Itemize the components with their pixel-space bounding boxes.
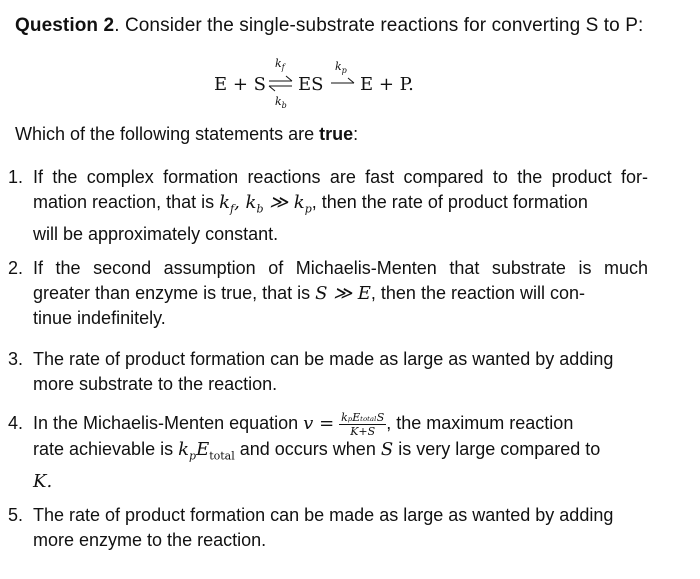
question-text: . Consider the single-substrate reactions for converting S to P: — [114, 15, 644, 36]
rate-constant-forward: $k_f$ — [275, 57, 285, 73]
statement-line: If the second assumption of Michaelis-Menten that substrate is much — [33, 258, 648, 278]
statement-number: 3. — [8, 349, 24, 369]
prompt-lead: Which of the following statements are — [15, 124, 320, 144]
statement-line: mation reaction, that is $k_f$, $k_b$ ≫ $k_p$, then the rate of product formation — [33, 192, 588, 216]
rate-constant-backward: $k_b$ — [275, 95, 287, 111]
michaelis-menten-fraction: $\frac{\text{kₚEₜₒₜₐₗS}}{K+S}$ — [341, 411, 385, 438]
reaction-products: E + P. — [360, 74, 414, 95]
statement-number: 4. — [8, 413, 24, 433]
reaction-scheme — [214, 54, 474, 116]
statement-line: greater than enzyme is true, that is S ≫ E, then the reaction will con- — [33, 283, 586, 304]
statement-line: The rate of product formation can be made as large as wanted by adding — [33, 349, 614, 369]
statement-line: more substrate to the reaction. — [33, 374, 278, 394]
statement-number: 5. — [8, 505, 24, 525]
rate-constant-product: $k_p$ — [335, 60, 347, 76]
statement-number: 2. — [8, 258, 24, 278]
statement-line: The rate of product formation can be made as large as wanted by adding — [33, 505, 614, 525]
statement-2 — [8, 256, 648, 331]
reaction-reactants: E + S — [214, 74, 266, 95]
question-heading — [15, 15, 643, 37]
statement-1 — [8, 165, 648, 247]
statement-line: tinue indefinitely. — [33, 308, 166, 328]
statement-4 — [8, 411, 648, 494]
reaction-complex: ES — [298, 74, 324, 95]
statement-line: rate achievable is $k_pE_{total}$ and occurs when S is very large compared to — [33, 439, 601, 463]
statement-3 — [8, 347, 648, 397]
prompt-tail: : — [353, 124, 359, 144]
statement-line: will be approximately constant. — [33, 223, 279, 244]
question-prompt — [15, 124, 358, 145]
statement-line: more enzyme to the reaction. — [33, 530, 267, 550]
statement-line: If the complex formation reactions are fast compared to the product for- — [33, 167, 648, 187]
statement-line: K. — [33, 470, 53, 492]
statement-number: 1. — [8, 167, 24, 187]
prompt-emphasis: true — [319, 124, 354, 144]
statement-line: In the Michaelis-Menten equation v = $\frac{\text{kₚEₜₒₜₐₗS}}{K+S}$ , the maximum reaction — [33, 411, 574, 438]
statement-5 — [8, 503, 648, 553]
question-label: Question 2 — [15, 15, 115, 36]
